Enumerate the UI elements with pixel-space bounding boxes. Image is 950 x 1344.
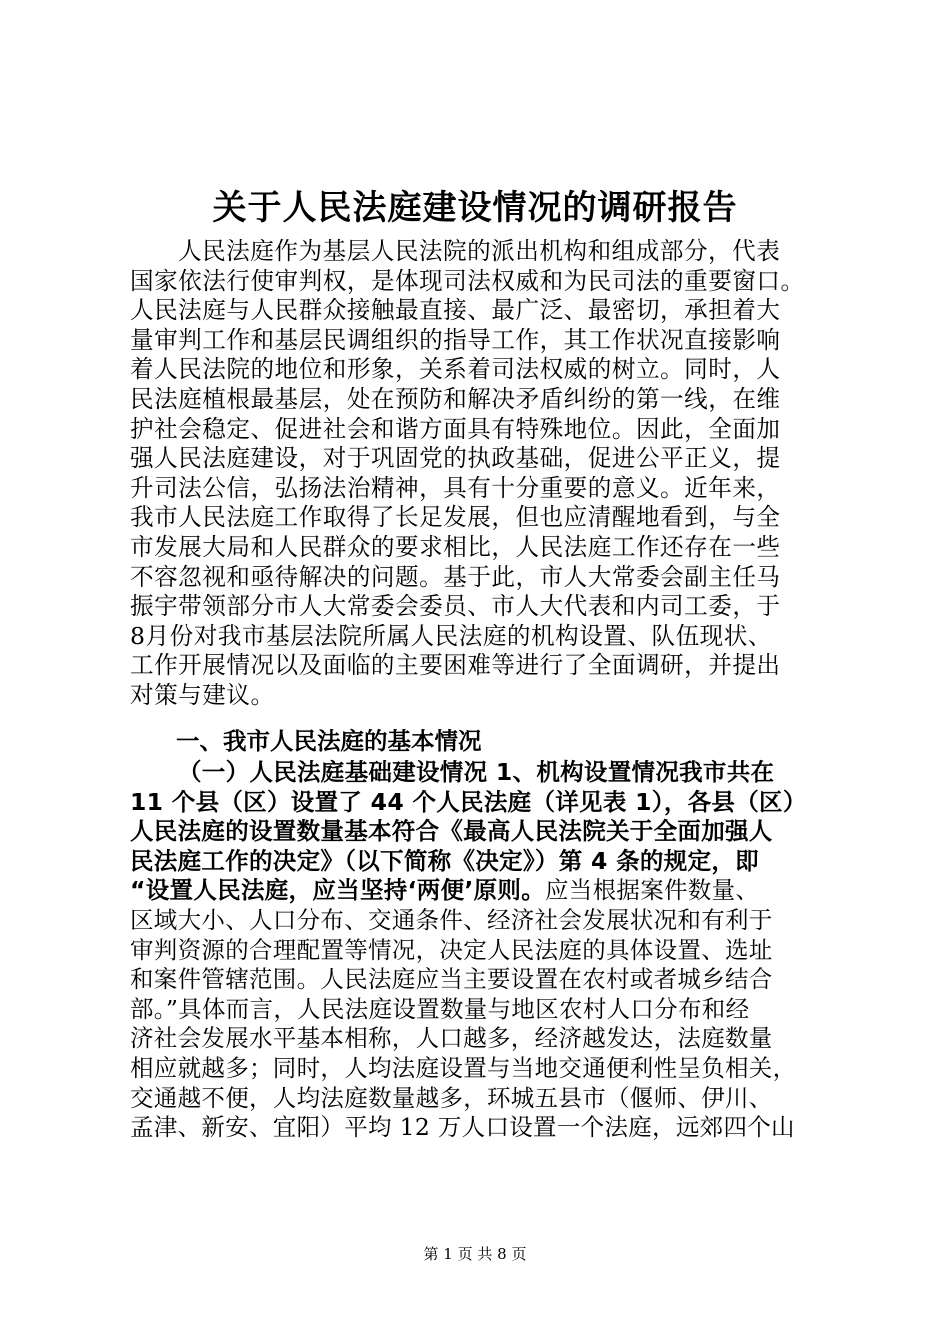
paragraph-line: 对策与建议。	[130, 680, 275, 709]
paragraph-line: 护社会稳定、促进社会和谐方面具有特殊地位。因此，全面加	[130, 414, 781, 443]
bold-segment: “设置人民法庭，应当坚持‘两便’原则。	[130, 876, 545, 905]
paragraph-line: 着人民法院的地位和形象，关系着司法权威的树立。同时，人	[130, 355, 781, 384]
document-title: 关于人民法庭建设情况的调研报告	[212, 188, 738, 228]
paragraph-line: 民法庭植根最基层，处在预防和解决矛盾纠纷的第一线，在维	[130, 384, 781, 413]
paragraph-line: 相应就越多；同时，人均法庭设置与当地交通便利性呈负相关，	[130, 1053, 797, 1082]
paragraph-line: 人民法庭与人民群众接触最直接、最广泛、最密切，承担着大	[130, 296, 781, 325]
paragraph-line: （一）人民法庭基础建设情况 1、机构设置情况我市共在	[178, 758, 775, 786]
paragraph-line: 强人民法庭建设，对于巩固党的执政基础，促进公平正义，提	[130, 444, 781, 473]
paragraph-line: 不容忽视和亟待解决的问题。基于此，市人大常委会副主任马	[130, 562, 781, 591]
paragraph-line: 振宇带领部分市人大常委会委员、市人大代表和内司工委，于	[130, 592, 781, 621]
paragraph-line: 升司法公信，弘扬法治精神，具有十分重要的意义。近年来，	[130, 473, 781, 502]
paragraph-line: 市发展大局和人民群众的要求相比，人民法庭工作还存在一些	[130, 532, 781, 561]
paragraph-line: 民法庭工作的决定》（以下简称《决定》）第 4 条的规定，即	[130, 846, 759, 875]
paragraph-line: 国家依法行使审判权，是体现司法权威和为民司法的重要窗口。	[130, 266, 805, 295]
paragraph-line: 8月份对我市基层法院所属人民法庭的机构设置、队伍现状、	[130, 621, 772, 650]
paragraph-line: 工作开展情况以及面临的主要困难等进行了全面调研，并提出	[130, 651, 781, 680]
paragraph-line: 区域大小、人口分布、交通条件、经济社会发展状况和有利于	[130, 905, 773, 934]
section1-paragraph	[130, 758, 842, 1143]
paragraph-line: 11 个县（区）设置了 44 个人民法庭（详见表 1），各县（区）	[130, 787, 807, 816]
paragraph-line: 孟津、新安、宜阳）平均 12 万人口设置一个法庭，远郊四个山	[130, 1113, 795, 1142]
paragraph-line: 和案件管辖范围。人民法庭应当主要设置在农村或者城乡结合	[130, 965, 773, 994]
paragraph-line: 审判资源的合理配置等情况，决定人民法庭的具体设置、选址	[130, 935, 773, 964]
paragraph-line: 济社会发展水平基本相称，人口越多，经济越发达，法庭数量	[130, 1024, 773, 1053]
paragraph-line: 人民法庭作为基层人民法院的派出机构和组成部分，代表	[178, 237, 781, 265]
paragraph-line: 量审判工作和基层民调组织的指导工作，其工作状况直接影响	[130, 325, 781, 354]
page-footer: 第 1 页 共 8 页	[423, 1245, 527, 1263]
paragraph-line: 部。”具体而言，人民法庭设置数量与地区农村人口分布和经	[130, 994, 750, 1023]
paragraph-line: 交通越不便，人均法庭数量越多，环城五县市（偃师、伊川、	[130, 1083, 773, 1112]
intro-paragraph	[130, 237, 842, 711]
paragraph-line: 我市人民法庭工作取得了长足发展，但也应清醒地看到，与全	[130, 503, 781, 532]
paragraph-line: 人民法庭的设置数量基本符合《最高人民法院关于全面加强人	[130, 817, 773, 846]
regular-segment: 应当根据案件数量、	[545, 876, 760, 905]
section-heading: 一、我市人民法庭的基本情况	[176, 727, 482, 755]
paragraph-line	[130, 876, 842, 906]
